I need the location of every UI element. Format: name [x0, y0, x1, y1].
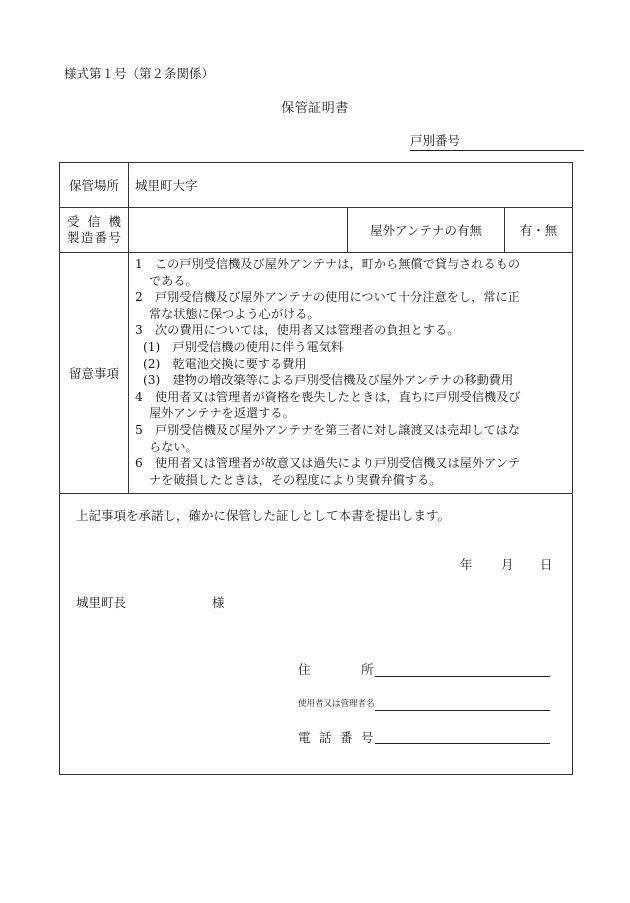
note-line: (3) 建物の増改築等による戸別受信機及び屋外アンテナの移動費用	[143, 373, 514, 388]
receiver-serial-label	[60, 208, 129, 253]
note-line: ナを破損したときは，その程度により実費弁償する。	[149, 472, 442, 487]
note-line: 6 使用者又は管理者が故意又は過失により戸別受信機又は屋外アンテ	[135, 456, 521, 471]
document-title: 保管証明書	[281, 101, 349, 116]
addressee-name: 城里町長	[76, 595, 127, 610]
signature-row	[60, 494, 573, 775]
note-line: 常な状態に保つよう心がける。	[149, 306, 320, 321]
form-number: 様式第１号（第２条関係）	[64, 66, 215, 81]
notes-label: 留意事項	[60, 253, 129, 494]
signature-section	[60, 494, 573, 775]
note-line: 4 使用者又は管理者が資格を喪失したときは，直ちに戸別受信機及び	[135, 389, 521, 404]
address-label-char1: 住	[298, 662, 311, 677]
date-year-label[interactable]: 年	[460, 557, 473, 572]
consent-statement: 上記事項を承諾し，確かに保管した証しとして本書を提出します。	[76, 508, 451, 523]
addressee-honorific: 様	[212, 595, 225, 610]
date-month-label[interactable]: 月	[501, 557, 514, 572]
user-name-input-line[interactable]	[375, 710, 550, 711]
note-line: 5 戸別受信機及び屋外アンテナを第三者に対し譲渡又は売却してはな	[135, 422, 521, 437]
antenna-choice[interactable]: 有・無	[505, 208, 573, 253]
certificate-table	[59, 162, 573, 775]
address-label-char2: 所	[361, 662, 374, 677]
user-name-label: 使用者又は管理者名	[298, 699, 375, 709]
note-line: 2 戸別受信機及び屋外アンテナの使用について十分注意をし，常に正	[135, 290, 520, 305]
storage-label: 保管場所	[60, 163, 129, 208]
note-line: らない。	[149, 439, 198, 454]
receiver-label-line1: 受信機	[67, 214, 121, 229]
phone-label: 電話番号	[298, 730, 383, 745]
note-line: (2) 乾電池交換に要する費用	[143, 356, 307, 371]
storage-row	[60, 163, 573, 208]
address-input-line[interactable]	[375, 676, 550, 677]
note-line: 3 次の費用については，使用者又は管理者の負担とする。	[135, 323, 460, 338]
note-line: である。	[149, 273, 198, 288]
storage-location-field[interactable]: 城里町大字	[129, 163, 573, 208]
antenna-label: 屋外アンテナの有無	[348, 208, 505, 253]
notes-content	[129, 253, 573, 494]
receiver-label-line2: 製造番号	[67, 230, 121, 245]
note-line: 1 この戸別受信機及び屋外アンテナは，町から無償で貸与されるもの	[135, 257, 521, 271]
receiver-serial-field[interactable]	[129, 208, 348, 253]
serial-number-field[interactable]	[410, 131, 584, 151]
serial-number-label: 戸別番号	[410, 133, 461, 148]
note-line: 屋外アンテナを返還する。	[149, 406, 295, 421]
phone-input-line[interactable]	[375, 743, 550, 744]
date-day-label[interactable]: 日	[540, 557, 553, 572]
notes-row	[60, 253, 573, 494]
note-line: (1) 戸別受信機の使用に伴う電気料	[143, 339, 344, 354]
receiver-row	[60, 208, 573, 253]
